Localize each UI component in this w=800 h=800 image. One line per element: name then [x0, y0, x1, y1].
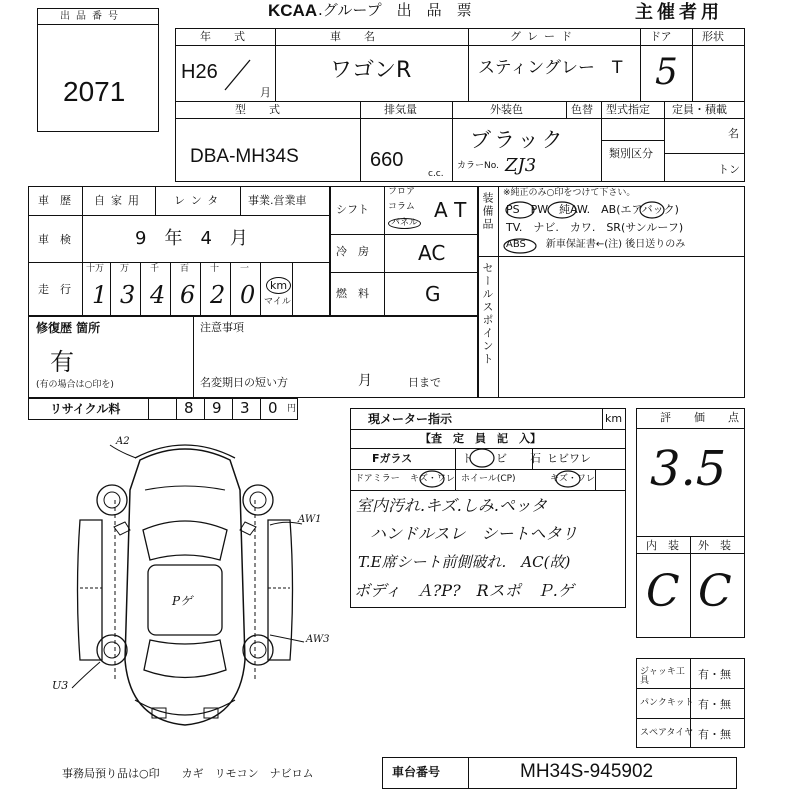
meter-km-unit: km [605, 412, 623, 425]
tool-spare-tire-value: 有・無 [698, 728, 731, 741]
caution-label: 注意事項 [200, 321, 244, 334]
exterior-grade: C [698, 566, 732, 617]
inspector-note-line: 室内汚れ.キズ.しみ.ペッタ [356, 496, 547, 515]
model-label: 型 式 [235, 103, 286, 116]
color-value: ブラック [470, 128, 566, 152]
meter-label: 現メーター指示 [368, 412, 453, 426]
recycle-yen: 円 [287, 404, 297, 414]
shift-floor: フロア [388, 187, 416, 197]
exterior-label: 外 装 [698, 539, 731, 552]
deadline-day: 日まで [408, 376, 441, 389]
recycle-label: リサイクル料 [50, 402, 121, 416]
lot-number-box [37, 8, 159, 132]
lot-number-label: 出品番号 [60, 11, 124, 22]
history-rental: レンタ [174, 194, 225, 207]
recycle-digit: 0 [268, 399, 278, 417]
mileage-digit: 1 [92, 281, 108, 309]
capacity-unit-persons: 名 [728, 127, 739, 140]
year-value: H26 [181, 61, 218, 83]
cc-unit: c.c. [428, 169, 444, 179]
repair-note: (有の場合は○印を) [36, 380, 114, 390]
car-name-label: 車 名 [330, 30, 381, 43]
car-damage-diagram [40, 430, 340, 750]
year-label: 年 式 [200, 30, 251, 43]
shaken-label: 車 検 [38, 233, 71, 246]
color-no-value: ZJ3 [505, 155, 537, 176]
mileage-km-unit: km [266, 277, 291, 294]
history-label: 車 歴 [38, 194, 71, 207]
mileage-mile-unit: マイル [264, 297, 291, 307]
model-value: DBA-MH34S [190, 146, 299, 167]
fuel-value: G [425, 282, 441, 306]
recycle-digit: 9 [212, 399, 222, 417]
grade-value: スティングレー T [478, 58, 623, 78]
color-no-label: カラーNo. [457, 161, 499, 171]
diagram-note-a2: A2 [116, 436, 130, 447]
tool-puncture-kit-value: 有・無 [698, 698, 731, 711]
body-label: 形状 [702, 30, 724, 43]
equipment-line-3: ABS 新車保証書←(注) 後日送りのみ [506, 239, 686, 250]
inspector-note-line: ボディ Ａ?P? Rスポ Ｐ.ゲ [354, 581, 574, 600]
organizer-label: 主催者用 [635, 2, 723, 23]
displacement-label: 排気量 [384, 103, 417, 116]
sales-point-label: セールスポイント [481, 262, 494, 366]
windshield-crack: ヒビワレ [547, 452, 591, 465]
tool-puncture-kit-label: パンクキット [640, 698, 694, 708]
color-change-label: 色替 [571, 103, 593, 116]
year-month-unit: 月 [260, 86, 271, 99]
digit-label-10: 十 [210, 264, 220, 274]
deadline-month: 月 [358, 373, 372, 389]
name-change-deadline-label: 名変期日の短い方 [200, 376, 288, 389]
sheet-title: .グループ 出 品 票 [318, 1, 472, 19]
chassis-number-value: MH34S-945902 [520, 761, 654, 782]
diagram-note-roof: Pゲ [172, 594, 193, 608]
recycle-digit: 3 [240, 399, 250, 417]
diagram-note-aw1: AW1 [298, 514, 322, 525]
digit-label-1k: 千 [150, 264, 160, 274]
displacement-value: 660 [370, 149, 404, 171]
digit-label-1: 一 [240, 264, 250, 274]
score-value: 3.5 [650, 441, 727, 497]
inspector-circles [400, 446, 600, 490]
mileage-digit: 4 [150, 281, 166, 309]
shift-value: AT [434, 198, 475, 222]
shift-panel: パネル [388, 218, 421, 229]
tool-jack-value: 有・無 [698, 668, 731, 681]
windshield-label: Fガラス [372, 452, 413, 465]
interior-grade: C [646, 566, 680, 617]
digit-label-100k: 十万 [86, 264, 105, 274]
equipment-note: ※純正のみ○印をつけて下さい。 [503, 188, 636, 198]
mileage-digit: 2 [210, 281, 226, 309]
windshield-chip: ト ビ 石 [462, 452, 547, 465]
company-logo: KCAA [268, 1, 318, 20]
fuel-label: 燃 料 [336, 287, 369, 300]
door-mirror-label: ドアミラー [355, 474, 400, 484]
history-commercial: 事業.営業車 [248, 194, 307, 207]
door-mirror-damage: キズ・ワレ [410, 474, 455, 484]
year-slash [220, 55, 255, 95]
type-spec-label: 型式指定 [606, 103, 650, 116]
equipment-circles [500, 196, 740, 256]
digit-label-10k: 万 [120, 264, 130, 274]
lot-number: 2071 [63, 76, 126, 107]
mileage-label: 走 行 [38, 283, 71, 296]
ac-label: 冷 房 [336, 245, 369, 258]
wheel-label: ホイール(CP) [461, 474, 516, 484]
capacity-label: 定員・積載 [672, 103, 727, 116]
digit-label-100: 百 [180, 264, 190, 274]
shift-label: シフト [336, 203, 369, 216]
office-items-note: 事務局預り品は○印 カギ リモコン ナビロム [62, 767, 314, 780]
mileage-digit: 6 [180, 281, 196, 309]
equipment-line-1: PS PW 純AW. AB(エアバック) [506, 203, 679, 216]
history-private: 自家用 [94, 194, 145, 207]
tool-spare-tire-label: スペアタイヤ [640, 728, 694, 738]
tool-jack-label: ジャッキ工具 [640, 667, 685, 686]
equipment-label: 装備品 [481, 192, 494, 231]
exterior-color-label: 外装色 [490, 103, 523, 116]
mileage-digit: 3 [120, 281, 136, 309]
category-label: 類別区分 [609, 147, 653, 160]
inspector-header: 【査 定 員 記 入】 [420, 432, 541, 445]
capacity-unit-tons: トン [718, 163, 740, 176]
wheel-damage: キズ・ワレ [550, 474, 595, 484]
equipment-line-2: TV. ナビ. カワ. SR(サンルーフ) [506, 221, 684, 234]
interior-label: 内 装 [646, 539, 679, 552]
doors-label: ドア [650, 30, 672, 43]
car-name-value: ワゴンR [330, 58, 412, 83]
inspector-note-line: T.E席シート前側破れ. AC(故) [358, 553, 571, 571]
recycle-digit: 8 [184, 399, 194, 417]
mileage-digit: 0 [240, 281, 256, 309]
repair-label: 修復歴 箇所 [36, 321, 101, 335]
shift-column: コラム [388, 202, 415, 212]
inspector-note-line: ハンドルスレ シートヘタリ [370, 524, 578, 543]
diagram-note-aw3: AW3 [306, 634, 330, 645]
grade-label: グレード [510, 30, 578, 43]
shaken-value: 9 年 4 月 [135, 228, 248, 249]
ac-value: AC [418, 241, 446, 265]
diagram-note-u3: U3 [52, 679, 69, 692]
repair-value: 有 [50, 348, 74, 376]
doors-value: 5 [655, 52, 678, 93]
score-label: 評 価 点 [660, 411, 745, 424]
chassis-number-label: 車台番号 [392, 765, 441, 779]
